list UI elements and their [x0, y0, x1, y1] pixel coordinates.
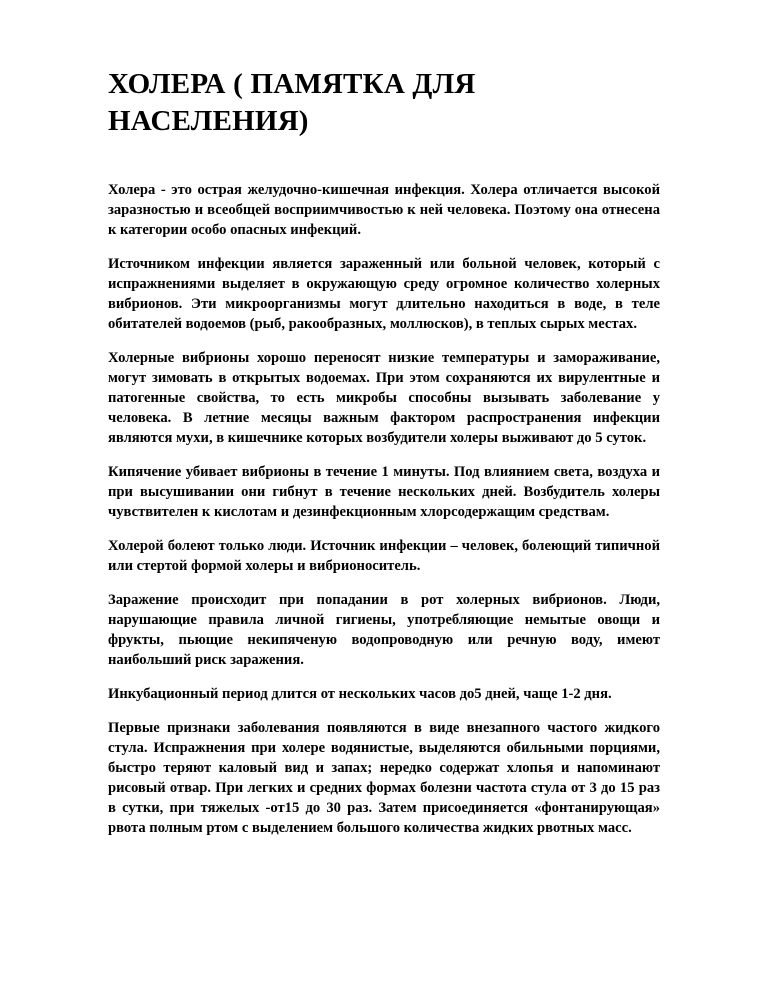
paragraph-disinfection: Кипячение убивает вибрионы в течение 1 минуты. Под влиянием света, воздуха и при высушивании они гибнут в течение нескольких дней. Возбудитель холеры чувствителен к кислотам и дезинфекционным хлорсодержащим средствам.: [108, 464, 660, 520]
paragraph-who-gets-sick: Холерой болеют только люди. Источник инфекции – человек, болеющий типичной или стертой формой холеры и вибрионоситель.: [108, 538, 660, 574]
paragraph-definition: Холера - это острая желудочно-кишечная инфекция. Холера отличается высокой заразностью и всеобщей восприимчивостью к ней человека. Поэтому она отнесена к категории особо опасных инфекций.: [108, 182, 660, 238]
paragraph-incubation: Инкубационный период длится от нескольких часов до5 дней, чаще 1-2 дня.: [108, 686, 612, 702]
document-title: ХОЛЕРА ( ПАМЯТКА ДЛЯ НАСЕЛЕНИЯ): [108, 68, 476, 137]
paragraph-source: Источником инфекции является зараженный или больной человек, который с испражнениями выделяет в окружающую среду огромное количество холерных вибрионов. Эти микроорганизмы могут длительно находиться в воде, в теле обитателей водоемов (рыб, ракообразных, моллюсков), в теплых сырых местах.: [108, 256, 660, 332]
paragraph-symptoms: Первые признаки заболевания появляются в виде внезапного частого жидкого стула. Испражнения при холере водянистые, выделяются обильными порциями, быстро теряют каловый вид и запах; нередко содержат хлопья и напоминают рисовый отвар. При легких и средних формах болезни частота стула от 3 до 15 раз в сутки, при тяжелых -от15 до 30 раз. Затем присоединяется «фонтанирующая» рвота полным ртом с выделением большого количества жидких рвотных масс.: [108, 720, 660, 836]
paragraph-vibrio-resistance: Холерные вибрионы хорошо переносят низкие температуры и замораживание, могут зимовать в открытых водоемах. При этом сохраняются их вирулентные и патогенные свойства, то есть микробы способны вызывать заболевание у человека. В летние месяцы важным фактором распространения инфекции являются мухи, в кишечнике которых возбудители холеры выживают до 5 суток.: [108, 350, 660, 446]
paragraph-infection-route: Заражение происходит при попадании в рот холерных вибрионов. Люди, нарушающие правила личной гигиены, употребляющие немытые овощи и фрукты, пьющие некипяченую водопроводную или речную воду, имеют наибольший риск заражения.: [108, 592, 660, 668]
document-body: [108, 180, 660, 852]
